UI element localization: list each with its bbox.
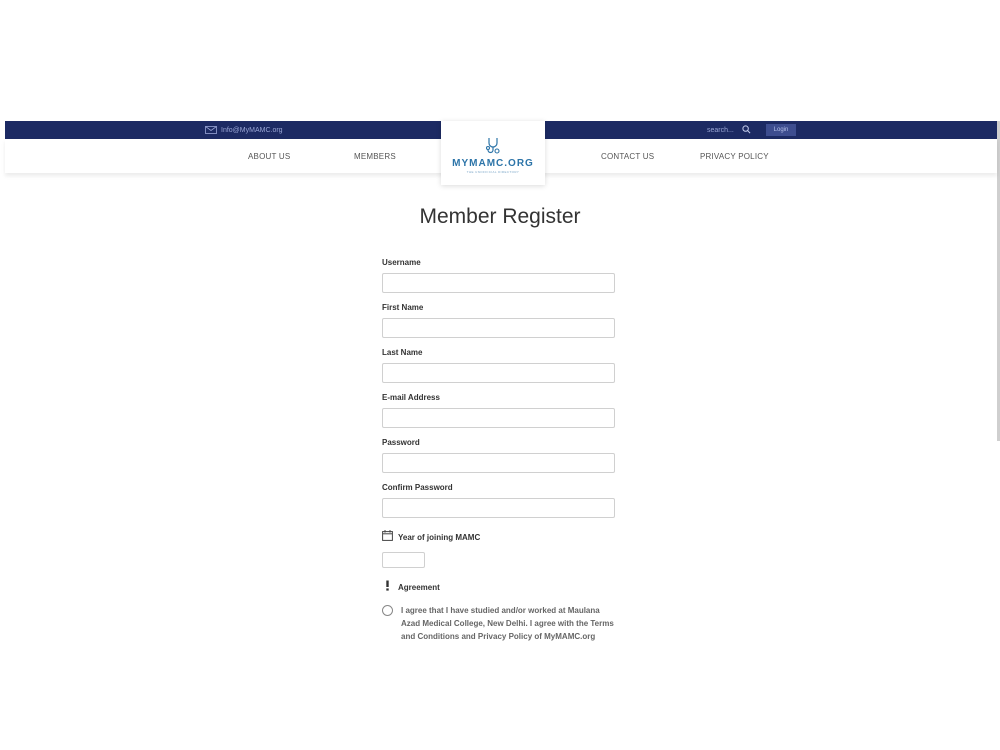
exclamation-icon: [382, 578, 393, 596]
first-name-label: First Name: [382, 303, 424, 312]
logo-name: MYMAMC.ORG: [452, 158, 534, 169]
nav-contact-us[interactable]: CONTACT US: [601, 152, 655, 161]
username-input[interactable]: [382, 273, 615, 293]
username-label: Username: [382, 258, 421, 267]
login-button[interactable]: Login: [766, 124, 796, 136]
stethoscope-icon: [484, 137, 502, 155]
search-box[interactable]: [707, 124, 751, 136]
password-label: Password: [382, 438, 420, 447]
contact-email-text[interactable]: Info@MyMAMC.org: [221, 126, 283, 134]
year-label-row: [382, 528, 618, 546]
confirm-password-label: Confirm Password: [382, 483, 453, 492]
site-logo[interactable]: [441, 121, 545, 185]
search-icon[interactable]: [742, 125, 751, 136]
nav-about-us[interactable]: ABOUT US: [248, 152, 291, 161]
contact-email[interactable]: [205, 124, 283, 136]
agreement-option[interactable]: [382, 604, 618, 643]
password-input[interactable]: [382, 453, 615, 473]
register-form: [382, 258, 618, 643]
agreement-radio[interactable]: [382, 605, 393, 616]
first-name-input[interactable]: [382, 318, 615, 338]
agreement-label-row: [382, 578, 618, 596]
calendar-icon: [382, 528, 393, 546]
email-input[interactable]: [382, 408, 615, 428]
agreement-label: Agreement: [398, 582, 440, 592]
nav-members[interactable]: MEMBERS: [354, 152, 396, 161]
year-label: Year of joining MAMC: [398, 532, 481, 542]
agreement-text: I agree that I have studied and/or worked at Maulana Azad Medical College, New Delhi. I agree with the Terms and Conditions and Privacy Policy of MyMAMC.org: [401, 606, 614, 641]
nav-privacy-policy[interactable]: PRIVACY POLICY: [700, 152, 769, 161]
search-input[interactable]: search...: [707, 126, 734, 134]
confirm-password-input[interactable]: [382, 498, 615, 518]
email-label: E-mail Address: [382, 393, 440, 402]
year-input[interactable]: [382, 552, 425, 568]
last-name-label: Last Name: [382, 348, 423, 357]
mail-icon: [205, 126, 217, 134]
logo-tagline: THE UNOFFICIAL DIRECTORY: [466, 170, 520, 174]
page-title: Member Register: [419, 205, 581, 228]
last-name-input[interactable]: [382, 363, 615, 383]
